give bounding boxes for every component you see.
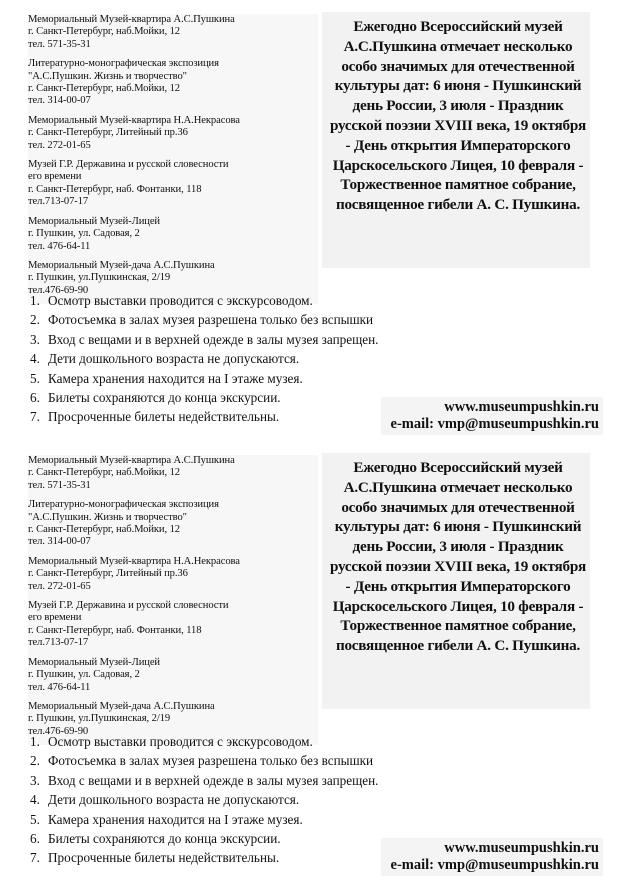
museum-line: "А.С.Пушкин. Жизнь и творчество" (28, 511, 187, 523)
rule-number: 1. (30, 734, 40, 749)
rule-text: Вход с вещами и в верхней одежде в залы музея запрещен. (48, 331, 379, 347)
museum-line: Музей Г.Р. Державина и русской словесности (28, 600, 229, 612)
rule-item (30, 732, 378, 751)
contacts-block (381, 397, 603, 435)
museum-line: тел. 314-00-07 (28, 95, 91, 107)
museum-line: Мемориальный Музей-квартира А.С.Пушкина (28, 14, 235, 25)
museum-list (28, 14, 318, 304)
rule-item (30, 771, 378, 790)
rule-number: 5. (30, 811, 40, 827)
museum-line: г. Санкт-Петербург, наб.Мойки, 12 (28, 26, 180, 38)
museum-line: "А.С.Пушкин. Жизнь и творчество" (28, 70, 187, 82)
museum-line: тел.476-69-90 (28, 284, 89, 296)
website-link[interactable]: www.museumpushkin.ru (444, 399, 599, 415)
rule-item (30, 829, 378, 848)
rule-number: 4. (30, 792, 40, 808)
museum-line: Литературно-монографическая экспозиция (28, 499, 219, 511)
rule-text: Вход с вещами и в верхней одежде в залы музея запрещен. (48, 772, 379, 788)
museum-line: г. Санкт-Петербург, наб. Фонтанки, 118 (28, 183, 202, 195)
museum-line: г. Санкт-Петербург, наб.Мойки, 12 (28, 83, 180, 95)
museum-line: г. Пушкин, ул. Садовая, 2 (28, 228, 140, 240)
museum-line: Мемориальный Музей-квартира Н.А.Некрасова (28, 555, 240, 567)
museum-line: тел. 571-35-31 (28, 38, 91, 50)
museum-line: г. Санкт-Петербург, Литейный пр.36 (28, 127, 188, 139)
museum-line: Мемориальный Музей-дача А.С.Пушкина (28, 259, 215, 271)
rule-number: 6. (30, 831, 40, 847)
museum-line: Музей Г.Р. Державина и русской словесности (28, 159, 229, 171)
museum-line: г. Санкт-Петербург, наб.Мойки, 12 (28, 467, 180, 479)
museum-line: Мемориальный Музей-квартира Н.А.Некрасова (28, 114, 240, 126)
rule-text: Осмотр выставки проводится с экскурсоводом. (48, 734, 313, 749)
rule-number: 6. (30, 390, 40, 406)
rule-text: Осмотр выставки проводится с экскурсоводом. (48, 293, 313, 308)
rule-item (30, 310, 378, 329)
museum-entry (28, 600, 318, 650)
museum-line: Мемориальный Музей-квартира А.С.Пушкина (28, 455, 235, 466)
museum-line: тел. 476-64-11 (28, 240, 91, 252)
museum-line: тел. 314-00-07 (28, 536, 91, 548)
anniversary-notice-text: Ежегодно Всероссийский музей А.С.Пушкина отмечает несколько особо значимых для отечественной культуры дат: 6 июня - Пушкинский день России, 3 июля - Праздник русской поэзии XVIII века, 19 октября - День открытия Императорского Царскосельского Лицея, 10 февраля - Торжественное памятное собрание, посвященное гибели А. С. Пушкина. (330, 18, 586, 214)
rule-number: 3. (30, 331, 40, 347)
museum-line: его времени (28, 612, 82, 624)
museum-line: г. Пушкин, ул.Пушкинская, 2/19 (28, 272, 171, 284)
rule-item (30, 407, 378, 426)
rule-item (30, 369, 378, 388)
rule-text: Просроченные билеты недействительны. (48, 850, 280, 866)
rule-text: Просроченные билеты недействительны. (48, 409, 280, 425)
museum-line: тел.713-07-17 (28, 196, 89, 208)
rule-number: 1. (30, 293, 40, 308)
rule-number: 2. (30, 312, 40, 328)
anniversary-notice (322, 453, 590, 709)
museum-line: тел. 476-64-11 (28, 681, 91, 693)
museum-line: г. Санкт-Петербург, наб.Мойки, 12 (28, 524, 180, 536)
rule-item (30, 751, 378, 770)
ticket-bottom (0, 441, 623, 881)
museum-line: тел. 571-35-31 (28, 479, 91, 491)
museum-line: его времени (28, 171, 82, 183)
museum-line: Литературно-монографическая экспозиция (28, 58, 219, 70)
rule-number: 4. (30, 351, 40, 367)
museum-line: г. Санкт-Петербург, Литейный пр.36 (28, 568, 188, 580)
anniversary-notice-text: Ежегодно Всероссийский музей А.С.Пушкина отмечает несколько особо значимых для отечественной культуры дат: 6 июня - Пушкинский день России, 3 июля - Праздник русской поэзии XVIII века, 19 октября - День открытия Императорского Царскосельского Лицея, 10 февраля - Торжественное памятное собрание, посвященное гибели А. С. Пушкина. (330, 459, 586, 655)
rule-text: Билеты сохраняются до конца экскурсии. (48, 390, 281, 406)
ticket-top (0, 0, 623, 440)
rule-item (30, 790, 378, 809)
rule-text: Дети дошкольного возраста не допускаются. (48, 351, 300, 367)
contacts-block (381, 838, 603, 876)
museum-entry (28, 159, 318, 209)
museum-line: тел.476-69-90 (28, 725, 89, 737)
museum-entry (28, 499, 318, 549)
visitor-rules (30, 291, 378, 427)
museum-line: тел.713-07-17 (28, 637, 89, 649)
rule-item (30, 330, 378, 349)
museum-line: Мемориальный Музей-Лицей (28, 656, 160, 668)
rule-text: Дети дошкольного возраста не допускаются. (48, 792, 300, 808)
rule-item (30, 291, 378, 310)
rule-text: Билеты сохраняются до конца экскурсии. (48, 831, 281, 847)
museum-line: г. Пушкин, ул. Садовая, 2 (28, 669, 140, 681)
rule-number: 2. (30, 753, 40, 769)
museum-entry (28, 58, 318, 108)
visitor-rules (30, 732, 378, 868)
museum-line: тел. 272-01-65 (28, 580, 91, 592)
rule-item (30, 810, 378, 829)
rule-number: 3. (30, 772, 40, 788)
rule-item (30, 388, 378, 407)
rule-number: 7. (30, 850, 40, 866)
rule-text: Фотосъемка в залах музея разрешена только без вспышки (48, 312, 374, 328)
museum-line: г. Санкт-Петербург, наб. Фонтанки, 118 (28, 624, 202, 636)
email-link[interactable]: e-mail: vmp@museumpushkin.ru (390, 857, 599, 873)
museum-line: Мемориальный Музей-дача А.С.Пушкина (28, 700, 215, 712)
anniversary-notice (322, 12, 590, 268)
rule-number: 5. (30, 370, 40, 386)
museum-line: Мемориальный Музей-Лицей (28, 215, 160, 227)
museum-entry (28, 455, 318, 492)
rule-item (30, 349, 378, 368)
museum-line: тел. 272-01-65 (28, 139, 91, 151)
rule-text: Фотосъемка в залах музея разрешена только без вспышки (48, 753, 374, 769)
museum-entry (28, 657, 318, 694)
museum-entry (28, 216, 318, 253)
museum-entry (28, 556, 318, 593)
museum-entry (28, 115, 318, 152)
rule-number: 7. (30, 409, 40, 425)
museum-list (28, 455, 318, 745)
museum-line: г. Пушкин, ул.Пушкинская, 2/19 (28, 713, 171, 725)
website-link[interactable]: www.museumpushkin.ru (444, 840, 599, 856)
email-link[interactable]: e-mail: vmp@museumpushkin.ru (390, 416, 599, 432)
rule-item (30, 848, 378, 867)
museum-entry (28, 14, 318, 51)
rule-text: Камера хранения находится на I этаже музея. (48, 370, 303, 386)
rule-text: Камера хранения находится на I этаже музея. (48, 811, 303, 827)
